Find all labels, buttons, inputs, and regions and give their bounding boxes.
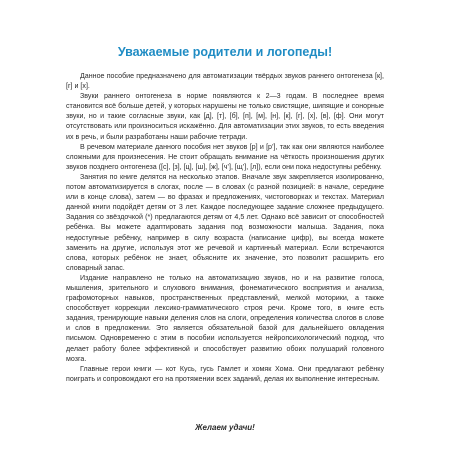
paragraph-purpose: Данное пособие предназначено для автоматизации твёрдых звуков раннего онтогенеза [к], [г] и [х]. (66, 72, 384, 91)
paragraph-development: Издание направлено не только на автоматизацию звуков, но и на развитие голоса, мышления, зрительного и слухового внимания, фонематического восприятия и анализа, графомоторных навыков, пространственных представлений, мелкой моторики, а также способствует коррекции лексико-грамматического строя речи. Кроме того, в книге есть задания, тренирующие навыки деления слов на слоги, определения количества слогов в слове и слов в предложении. Это является обязательной базой для дальнейшего овладения письмом. Одновременно с этим в пособии используется нейропсихологический подход, что делает работу более эффективной и способствует развитию обоих полушарий головного мозга. (66, 273, 384, 363)
closing-wish: Желаем удачи! (195, 423, 255, 432)
paragraph-characters: Главные герои книги — кот Кусь, гусь Гамлет и хомяк Хома. Они предлагают ребёнку поиграть и сопровождают его на протяжении всех заданий, делая их выполнение интересным. (66, 364, 384, 383)
paragraph-speech-material: В речевом материале данного пособия нет звуков [р] и [р’], так как они являются наиболее сложными для произнесения. Не стоит обращать внимание на чёткость произношения других звуков позднего онтогенеза ([с], [з], [ц], [ш], [ж], [ч’], [щ’], [л]), если они пока недоступны ребёнку. (66, 142, 384, 171)
paragraph-stages: Занятия по книге делятся на несколько этапов. Вначале звук закрепляется изолированно, потом автоматизируется в слогах, после — в словах (с разной позицией: в начале, середине или в конце слова), затем — во фразах и предложениях, чистоговорках и текстах. Материал данной книги подойдёт детям от 3 лет. Каждое последующее задание сложнее предыдущего. Задания со звёздочкой (*) предлагаются детям от 4,5 лет. Однако всё зависит от способностей ребёнка. Вы можете адаптировать задания под возможности малыша. Задания, пока недоступные ребёнку, например в силу возраста (написание цифр), вы всегда можете заменить на другие, используя этот же речевой и картинный материал. Если встречаются слова, которых ребёнок не знает, объясните их значение, это позволит расширить его словарный запас. (66, 172, 384, 272)
paragraph-early-sounds: Звуки раннего онтогенеза в норме появляются к 2—3 годам. В последнее время становится всё больше детей, у которых нарушены не только свистящие, шипящие и сонорные звуки, но и такие согласные звуки, как [д], [т], [б], [п], [м], [н], [к], [г], [х], [в], [ф]. Они могут отсутствовать или произноситься искажённо. Для автоматизации этих звуков, то есть введения их в речь, и были разработаны наши рабочие тетради. (66, 92, 384, 141)
document-body (66, 71, 384, 384)
page-title: Уважаемые родители и логопеды! (117, 45, 333, 59)
